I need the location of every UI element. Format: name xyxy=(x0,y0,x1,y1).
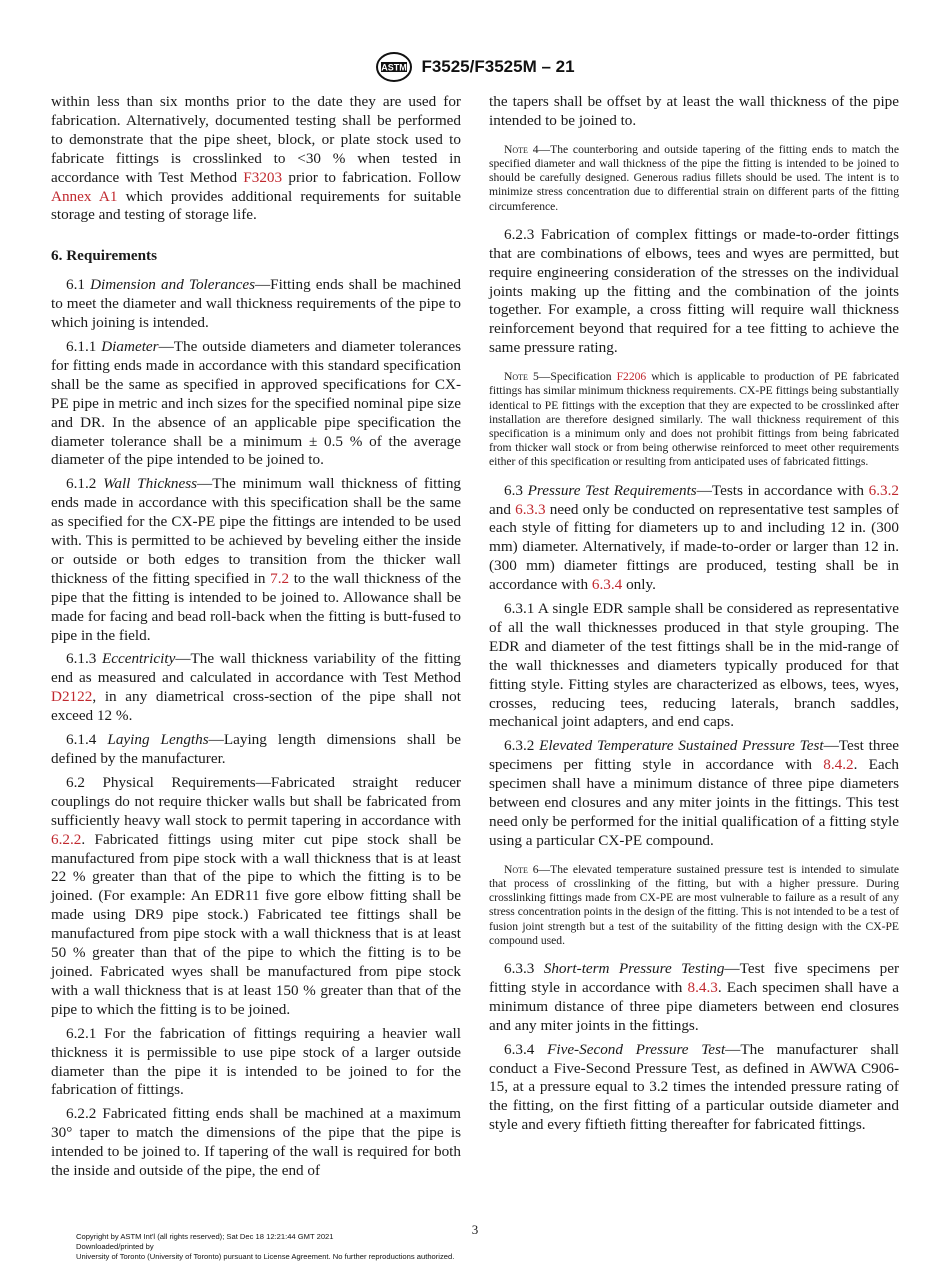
link-f2206[interactable]: F2206 xyxy=(616,370,647,384)
note-6: Note 6—The elevated temperature sustained pressure test is intended to simulate that process of crosslinking of the fitting, but with a higher pressure. During crosslinking fittings made from CX-PE are most vulnerable to failure as a result of any stress concentration points in the design of the fitting. This is not intended to be a test of fusion joint strength but a test of the suitability of the fitting design with the CX-PE compound used. xyxy=(489,862,899,947)
footer-line: Copyright by ASTM Int'l (all rights reserved); Sat Dec 18 12:21:44 GMT 2021 xyxy=(76,1232,334,1241)
link-6-3-3[interactable]: 6.3.3 xyxy=(515,500,546,518)
paragraph-6-1-4: 6.1.4 Laying Lengths—Laying length dimensions shall be defined by the manufacturer. xyxy=(51,731,461,767)
note-4: Note 4—The counterboring and outside tapering of the fitting ends to match the specified diameter and wall thickness of the pipe the fitting is intended to be joined to should be carefully designed. Generous radius fillets should be used. The intent is to minimize stress concentration due to differential strain on different parts of the fitting circumference. xyxy=(489,142,899,213)
page-number: 3 xyxy=(471,1222,479,1237)
paragraph-6-3-1: 6.3.1 A single EDR sample shall be considered as representative of all the wall thicknesses produced in that style grouping. The EDR and diameter of the test fittings shall be in the mid-range of the wall thicknesses and diameters typically produced for that fitting style. Fitting styles are characterized as elbows, tees, wyes, crosses, reducing tees, reducing laterals, branch saddles, mechanical joint adapters, and end caps. xyxy=(489,600,899,731)
paragraph-6-1: 6.1 Dimension and Tolerances—Fitting ends shall be machined to meet the diameter and wall thickness requirements of the pipe to which joining is intended. xyxy=(51,276,461,332)
paragraph-6-3: 6.3 Pressure Test Requirements—Tests in accordance with 6.3.2 and 6.3.3 need only be conducted on representative test samples of each style of fitting for diameters up to and including 12 in. (300 mm) diameter. Alternatively, if made-to-order or larger than 12 in. (300 mm) diameter fittings are produced, testing shall be in accordance with 6.3.4 only. xyxy=(489,481,900,594)
paragraph-6-3-2: 6.3.2 Elevated Temperature Sustained Pressure Test—Test three specimens per fitting style in accordance with 8.4.2. Each specimen shall have a minimum distance of three pipe diameters between end closures and any miter joints in the fittings. This test need only be performed for the initial qualification of a fitting style using a particular CX-PE compound. xyxy=(489,737,899,849)
paragraph-6-2-1: 6.2.1 For the fabrication of fittings requiring a heavier wall thickness it is permissible to use pipe stock of a larger outside diameter than the pipe it is intended to be joined to for the fabrication of fittings. xyxy=(51,1024,461,1099)
paragraph-6-2-2-continued: the tapers shall be offset by at least the wall thickness of the pipe intended to be joined to. xyxy=(489,93,899,129)
paragraph-6-1-2: 6.1.2 Wall Thickness—The minimum wall thickness of fitting ends made in accordance with this specification shall be the same as specified for the CX-PE pipe the fittings are intended to be used with. This is permitted to be achieved by beveling either the inside or outside or both edges to transition from the thicker wall thickness of the fitting specified in 7.2 to the wall thickness of the pipe that the fitting is intended to be joined to. Allowance shall be made for facing and bead roll-back when the fitting is butt-fused to pipe in the field. xyxy=(51,475,462,644)
paragraph-6-2-2: 6.2.2 Fabricated fitting ends shall be machined at a maximum 30° taper to match the dimensions of the pipe that the pipe is intended to be joined to. If tapering of the wall is required for both the inside and outside of the pipe, the end of xyxy=(51,1105,461,1180)
left-column xyxy=(51,93,461,1186)
link-6-2-2[interactable]: 6.2.2 xyxy=(51,830,82,848)
paragraph-6-3-4: 6.3.4 Five-Second Pressure Test—The manufacturer shall conduct a Five-Second Pressure Test, as defined in AWWA C906-15, at a pressure equal to 3.2 times the intended pressure rating of the fitting, on the first fitting of a particular outside diameter and style and every fiftieth fitting thereafter for fabricated fittings. xyxy=(489,1040,900,1134)
paragraph-6-2: 6.2 Physical Requirements—Fabricated straight reducer couplings do not require thicker walls but shall be fabricated from sufficiently heavy wall stock to permit tapering in accordance with 6.2.2. Fabricated fittings using miter cut pipe stock shall be manufactured from pipe stock with a wall thickness that is at least 22 % greater than that of the pipe to which the fitting is to be joined. (For example: An EDR11 five gore elbow fitting shall be made using DR9 pipe stock.) Fabricated tee fittings shall be manufactured from pipe stock with a wall thickness that is at least 50 % greater than that of the pipe to which the fitting is to be joined. Fabricated wyes shall be manufactured from pipe stock with a wall thickness that is at least 150 % greater than that of the pipe to which the fitting is to be joined. xyxy=(51,773,461,1018)
right-column xyxy=(489,93,899,1140)
paragraph-6-3-3: 6.3.3 Short-term Pressure Testing—Test five specimens per fitting style in accordance with 8.4.3. Each specimen shall have a minimum distance of three pipe diameters between end closures and any miter joints in the fittings. xyxy=(489,960,899,1034)
link-7-2[interactable]: 7.2 xyxy=(270,569,290,587)
svg-text:ASTM: ASTM xyxy=(381,62,408,73)
footer-line: Downloaded/printed by xyxy=(76,1242,154,1251)
note-5: Note 5—Specification F2206 which is applicable to production of PE fabricated fittings has similar minimum thickness requirements. CX-PE fittings being substantially identical to PE fittings with the exception that they are expected to be crosslinked after installation are therefore designed similarly. The wall thickness requirement of this specification is a minimum only and does not prohibit fittings from being fabricated from thicker wall stock or from being otherwise reinforced to meet other requirements either of this specification or resulting from anticipated uses of fabricated fittings. xyxy=(489,370,899,469)
section-heading: 6. Requirements xyxy=(51,247,158,265)
link-6-3-4[interactable]: 6.3.4 xyxy=(591,576,623,594)
page-header xyxy=(0,50,950,84)
link-annex-a1[interactable]: Annex A1 xyxy=(51,187,118,205)
paragraph-continuation: within less than six months prior to the date they are used for fabrication. Alternatively, documented testing shall be performed to demonstrate that the pipe sheet, block, or plate stock used to fabricate fittings is crosslinked to <30 % when tested in accordance with Test Method F3203 prior to fabrication. Follow Annex A1 which provides additional requirements for suitable storage and testing of storage life. xyxy=(51,93,461,224)
paragraph-6-1-1: 6.1.1 Diameter—The outside diameters and diameter tolerances for fitting ends made in accordance with this standard specification shall be the same as specified in approved specifications for CX-PE pipe in metric and inch sizes for the specified nominal pipe size and DR. In the absence of an applicable pipe specification the diameter tolerance shall be a minimum ± 0.5 % of the average diameter of the pipe intended to be joined to. xyxy=(51,337,462,469)
paragraph-6-1-3: 6.1.3 Eccentricity—The wall thickness variability of the fitting end as measured and calculated in accordance with Test Method D2122, in any diametrical cross-section of the pipe shall not exceed 12 %. xyxy=(51,650,462,725)
paragraph-6-2-3: 6.2.3 Fabrication of complex fittings or made-to-order fittings that are combinations of elbows, tees and wyes are permitted, but require engineering consideration of the stresses on the individual joints making up the fitting and the combination of the joints together. For example, a cross fitting will require wall thickness reinforcement beyond that required for a tee fitting to achieve the same pressure rating. xyxy=(489,225,899,357)
footer-line: University of Toronto (University of Toronto) pursuant to License Agreement. No further reproductions authorized. xyxy=(76,1252,455,1261)
link-6-3-2[interactable]: 6.3.2 xyxy=(868,481,900,499)
link-d2122[interactable]: D2122 xyxy=(51,688,93,706)
link-f3203[interactable]: F3203 xyxy=(243,168,283,186)
copyright-footer xyxy=(76,1232,454,1262)
astm-logo-icon xyxy=(375,51,413,83)
standard-designation: F3525/F3525M – 21 xyxy=(421,57,575,76)
link-8-4-3[interactable]: 8.4.3 xyxy=(687,978,718,996)
link-8-4-2[interactable]: 8.4.2 xyxy=(823,756,854,774)
